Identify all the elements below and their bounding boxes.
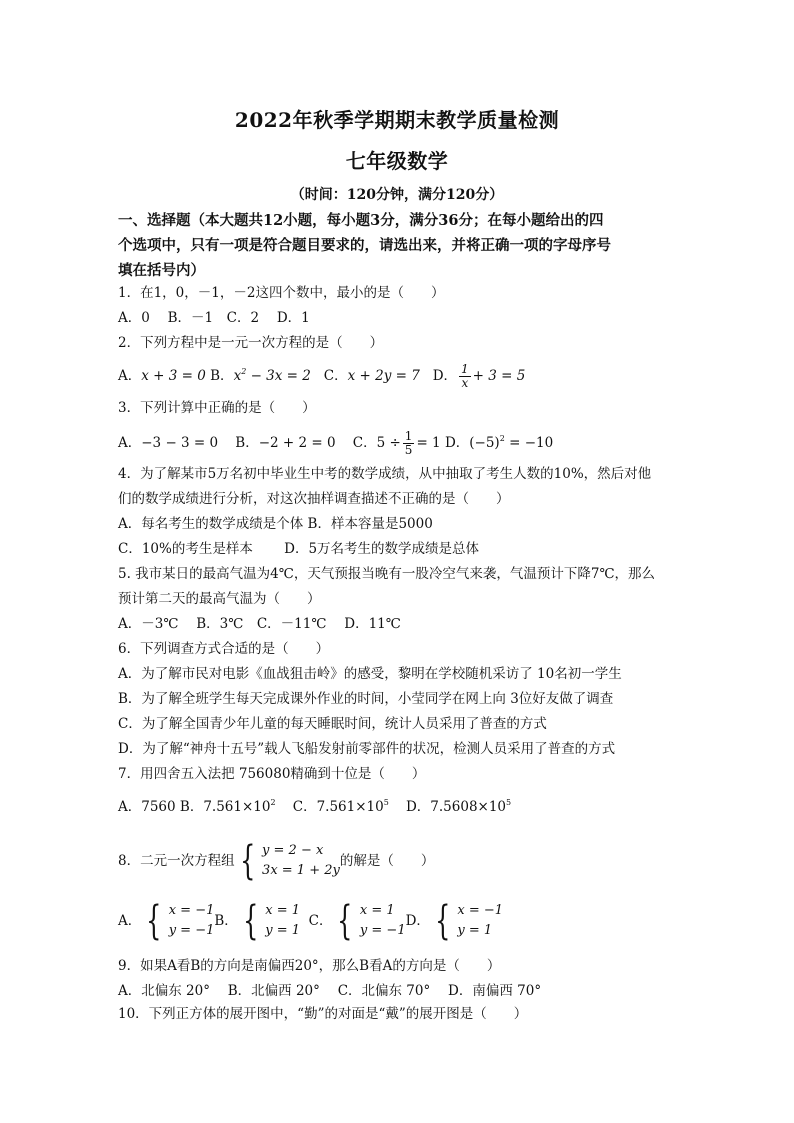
option-a: A．−3 − 3 = 0 [118,435,219,451]
question-6-option-c: C．为了解全国青少年儿童的每天睡眠时间，统计人员采用了普查的方式 [118,716,547,732]
option-b: $x^2 - 3x = 2$ [233,367,311,384]
question-5-options: A．－3℃ B．3℃ C．－11℃ D．11℃ [118,616,401,632]
option-label: C． [308,913,333,929]
option-a-system: { x = −1 y = −1 [146,898,215,944]
question-6-option-b: B．为了解全班学生每天完成课外作业的时间，小莹同学在网上向 3位好友做了调查 [118,691,614,707]
question-6-stem: 6．下列调查方式合适的是（ ） [118,641,330,657]
question-7-stem: 7．用四舍五入法把 756080精确到十位是（ ） [118,766,426,782]
question-8-stem: 8．二元一次方程组 { y = 2 − x 3x = 1 + 2y 的解是（ ） [118,838,435,884]
option-label: D． [432,368,458,384]
question-3-stem: 3．下列计算中正确的是（ ） [118,400,316,416]
option-a: x + 3 = 0 [141,368,206,384]
option-d: + 3 = 5 [472,368,526,384]
option-c: x + 2y = 7 [347,368,420,384]
option-c-fraction: $\frac{1}{5}$ [404,429,413,457]
option-b-system: { x = 1 y = 1 [242,898,301,944]
option-d-system: { x = −1 y = 1 [435,898,504,944]
option-b: B．−2 + 2 = 0 [235,435,336,451]
question-9-stem: 9．如果A看B的方向是南偏西20°，那么B看A的方向是（ ） [118,958,501,974]
question-1-options: A．0 B．－1 C．2 D．1 [118,310,310,326]
question-2-stem: 2．下列方程中是一元一次方程的是（ ） [118,335,384,351]
option-label: A． [118,368,142,384]
question-5-stem: 5. 我市某日的最高气温为4℃，天气预报当晚有一股冷空气来袭，气温预计下降7℃，那么 [118,566,656,582]
question-6-option-a: A．为了解市民对电影《血战狙击岭》的感受，黎明在学校随机采访了 10名初一学生 [118,666,622,682]
option-c-system: { x = 1 y = −1 [337,898,406,944]
question-2-options [118,363,525,390]
section-heading [118,208,678,283]
option-a: A．7560 [118,799,176,815]
section-heading-line: 一、选择题（本大题共12小题，每小题3分，满分36分；在每小题给出的四 [118,212,604,229]
question-5-stem-cont: 预计第二天的最高气温为（ ） [118,591,321,607]
option-label: B． [214,913,238,929]
question-6-option-d: D．为了解“神舟十五号”载人飞船发射前零部件的状况，检测人员采用了普查的方式 [118,741,616,757]
option-c: C．$7.561\times 10^5$ [292,798,389,815]
question-4-stem-cont: 们的数学成绩进行分析，对这次抽样调查描述不正确的是（ ） [118,491,510,507]
equation-system: { y = 2 − x 3x = 1 + 2y [239,838,340,884]
option-b: B．$7.561\times 10^2$ [179,798,276,815]
question-4-options-cd: C．10%的考生是样本 D．5万名考生的数学成绩是总体 [118,541,480,557]
question-4-options-ab: A．每名考生的数学成绩是个体 B．样本容量是5000 [118,516,433,532]
option-c: = 1 [416,435,441,451]
question-4-stem: 4．为了解某市5万名初中毕业生中考的数学成绩，从中抽取了考生人数的10%，然后对他 [118,466,652,482]
question-10-stem: 10．下列正方体的展开图中，“勤”的对面是“戴”的展开图是（ ） [118,1006,528,1022]
option-label: D． [444,435,470,451]
section-heading-line: 个选项中，只有一项是符合题目要求的，请选出来，并将正确一项的字母序号 [118,237,611,254]
option-d-fraction: $\frac{1}{x}$ [461,362,469,390]
option-label: A． [118,913,142,929]
question-3-options [118,430,553,457]
section-heading-line: 填在括号内） [118,262,205,279]
question-9-options: A．北偏东 20° B．北偏西 20° C．北偏东 70° D．南偏西 70° [118,983,542,999]
question-8-options [118,898,503,944]
option-label: D． [405,913,430,929]
option-d: $(-5)^2 = -10$ [469,434,554,451]
exam-time-info: （时间：120分钟，满分120分） [290,187,504,203]
question-1-stem: 1．在1，0，－1，－2这四个数中，最小的是（ ） [118,285,445,301]
option-label: B． [210,368,234,384]
exam-title: 2022年秋季学期期末教学质量检测 [234,108,560,132]
exam-subject: 七年级数学 [345,149,449,173]
option-c-label: C．5 ÷ [352,435,401,451]
question-7-options [118,797,511,817]
option-d: D．$7.5608\times 10^5$ [405,798,512,815]
option-label: C． [323,368,348,384]
